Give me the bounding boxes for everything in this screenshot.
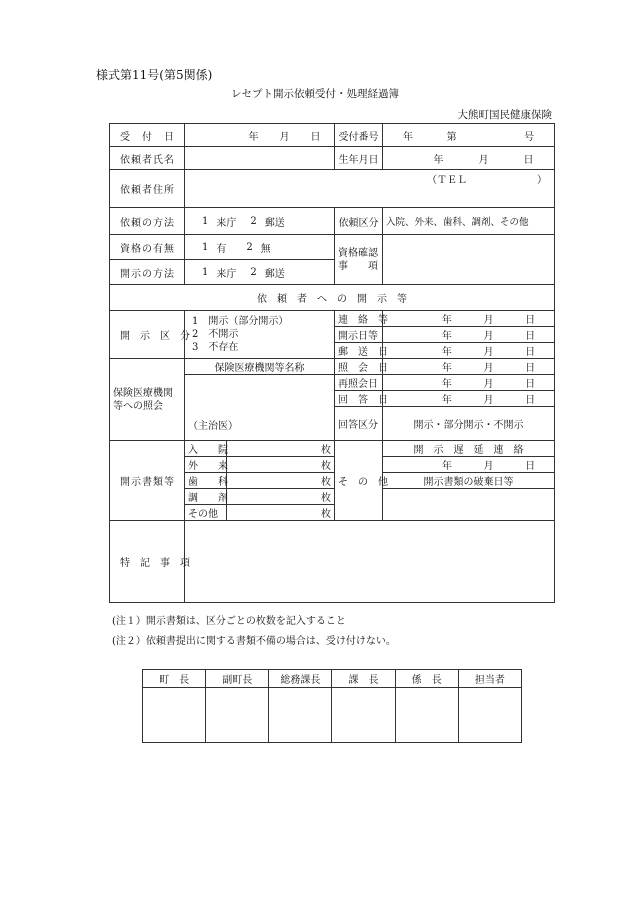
- re-inquiry-date-label: 再照会日: [335, 375, 383, 391]
- approval-header-deputy-mayor: 副町長: [206, 670, 269, 688]
- requester-address-label: 依頼者住所: [110, 170, 185, 208]
- doc-count-inpatient[interactable]: 枚: [227, 441, 335, 457]
- documents-label: 開示書類等: [110, 441, 185, 521]
- doc-count-dental[interactable]: 枚: [227, 473, 335, 489]
- approval-header-section-chief: 課 長: [332, 670, 395, 688]
- note-2: (注２）依頼書提出に関する書類不備の場合は、受け付けない。: [112, 636, 396, 647]
- tel-field[interactable]: （ＴＥＬ ）: [427, 175, 547, 186]
- inquiry-date-field[interactable]: 年 月 日: [383, 359, 555, 375]
- issuer-name: 大熊町国民健康保険: [457, 109, 552, 121]
- approval-stamp-subsection-chief[interactable]: [395, 688, 458, 743]
- section-title: 依 頼 者 へ の 開 示 等: [110, 285, 555, 311]
- process-record-table: [109, 123, 555, 603]
- receipt-date-field[interactable]: 年 月 日: [185, 124, 335, 147]
- receipt-number-field[interactable]: 年 第 号: [383, 124, 555, 147]
- answer-category-label: 回答区分: [335, 407, 383, 441]
- eligibility-check-label: 資格確認 事 項: [335, 235, 383, 285]
- request-method-label: 依頼の方法: [110, 208, 185, 235]
- request-method-options[interactable]: 1 来庁 2 郵送: [185, 208, 335, 235]
- eligibility-label: 資格の有無: [110, 235, 185, 260]
- approval-stamp-table: [142, 669, 522, 743]
- mailing-date-label: 郵 送 日: [335, 343, 383, 359]
- approval-stamp-general-affairs-chief[interactable]: [269, 688, 332, 743]
- document-title: レセプト開示依頼受付・処理経過簿: [231, 88, 399, 100]
- receipt-date-label: 受 付 日: [110, 124, 185, 147]
- doc-type-other: その他: [185, 505, 227, 521]
- requester-name-label: 依頼者氏名: [110, 147, 185, 170]
- delay-notice-label: 開 示 遅 延 連 絡: [383, 441, 555, 457]
- notes: [112, 612, 396, 652]
- request-category-label: 依頼区分: [335, 208, 383, 235]
- eligibility-options[interactable]: 1 有 2 無: [185, 235, 335, 260]
- institution-name-field[interactable]: [185, 375, 335, 441]
- approval-stamp-deputy-mayor[interactable]: [206, 688, 269, 743]
- approval-stamp-mayor[interactable]: [143, 688, 206, 743]
- birthdate-label: 生年月日: [335, 147, 383, 170]
- remarks-label: 特 記 事 項: [110, 521, 185, 603]
- form-number: 様式第11号(第5関係): [96, 68, 213, 82]
- institution-name-label: 保険医療機関等名称: [185, 359, 335, 375]
- birthdate-field[interactable]: 年 月 日: [383, 147, 555, 170]
- mailing-date-field[interactable]: 年 月 日: [383, 343, 555, 359]
- disclosure-date-field[interactable]: 年 月 日: [383, 327, 555, 343]
- re-inquiry-date-field[interactable]: 年 月 日: [383, 375, 555, 391]
- approval-header-general-affairs-chief: 総務課長: [269, 670, 332, 688]
- delay-notice-date-field[interactable]: 年 月 日: [383, 457, 555, 473]
- doc-type-pharmacy: 調 剤: [185, 489, 227, 505]
- eligibility-check-field[interactable]: [383, 235, 555, 285]
- approval-header-staff: 担当者: [458, 670, 521, 688]
- request-category-options[interactable]: 入院、外来、歯科、調剤、その他: [383, 208, 555, 235]
- doc-count-outpatient[interactable]: 枚: [227, 457, 335, 473]
- answer-date-label: 回 答 日: [335, 391, 383, 407]
- doc-type-inpatient: 入 院: [185, 441, 227, 457]
- disclosure-category-label: 開 示 区 分: [110, 311, 185, 359]
- receipt-number-label: 受付番号: [335, 124, 383, 147]
- inquiry-label: 保険医療機関 等への照会: [110, 359, 185, 441]
- contact-label: 連 絡 等: [335, 311, 383, 327]
- note-1: (注１）開示書類は、区分ごとの枚数を記入すること: [112, 616, 346, 627]
- requester-name-field[interactable]: [185, 147, 335, 170]
- approval-stamp-section-chief[interactable]: [332, 688, 395, 743]
- doc-count-pharmacy[interactable]: 枚: [227, 489, 335, 505]
- disposal-date-label: 開示書類の破棄日等: [383, 473, 555, 489]
- doc-type-dental: 歯 科: [185, 473, 227, 489]
- answer-date-field[interactable]: 年 月 日: [383, 391, 555, 407]
- answer-category-options[interactable]: 開示・部分開示・不開示: [383, 407, 555, 441]
- inquiry-date-label: 照 会 日: [335, 359, 383, 375]
- disposal-date-field[interactable]: [383, 489, 555, 521]
- requester-address-field[interactable]: [185, 170, 555, 208]
- approval-header-subsection-chief: 係 長: [395, 670, 458, 688]
- doc-type-outpatient: 外 来: [185, 457, 227, 473]
- remarks-field[interactable]: [185, 521, 555, 603]
- doctor-label: （主治医）: [188, 421, 238, 432]
- documents-other-label: そ の 他: [335, 441, 383, 521]
- doc-count-other[interactable]: 枚: [227, 505, 335, 521]
- disclosure-method-label: 開示の方法: [110, 260, 185, 285]
- contact-date-field[interactable]: 年 月 日: [383, 311, 555, 327]
- disclosure-method-options[interactable]: 1 来庁 2 郵送: [185, 260, 335, 285]
- approval-header-mayor: 町 長: [143, 670, 206, 688]
- disclosure-date-label: 開示日等: [335, 327, 383, 343]
- disclosure-category-options[interactable]: 1 開示（部分開示） 2 不開示 3 不存在: [185, 311, 335, 359]
- approval-stamp-staff[interactable]: [458, 688, 521, 743]
